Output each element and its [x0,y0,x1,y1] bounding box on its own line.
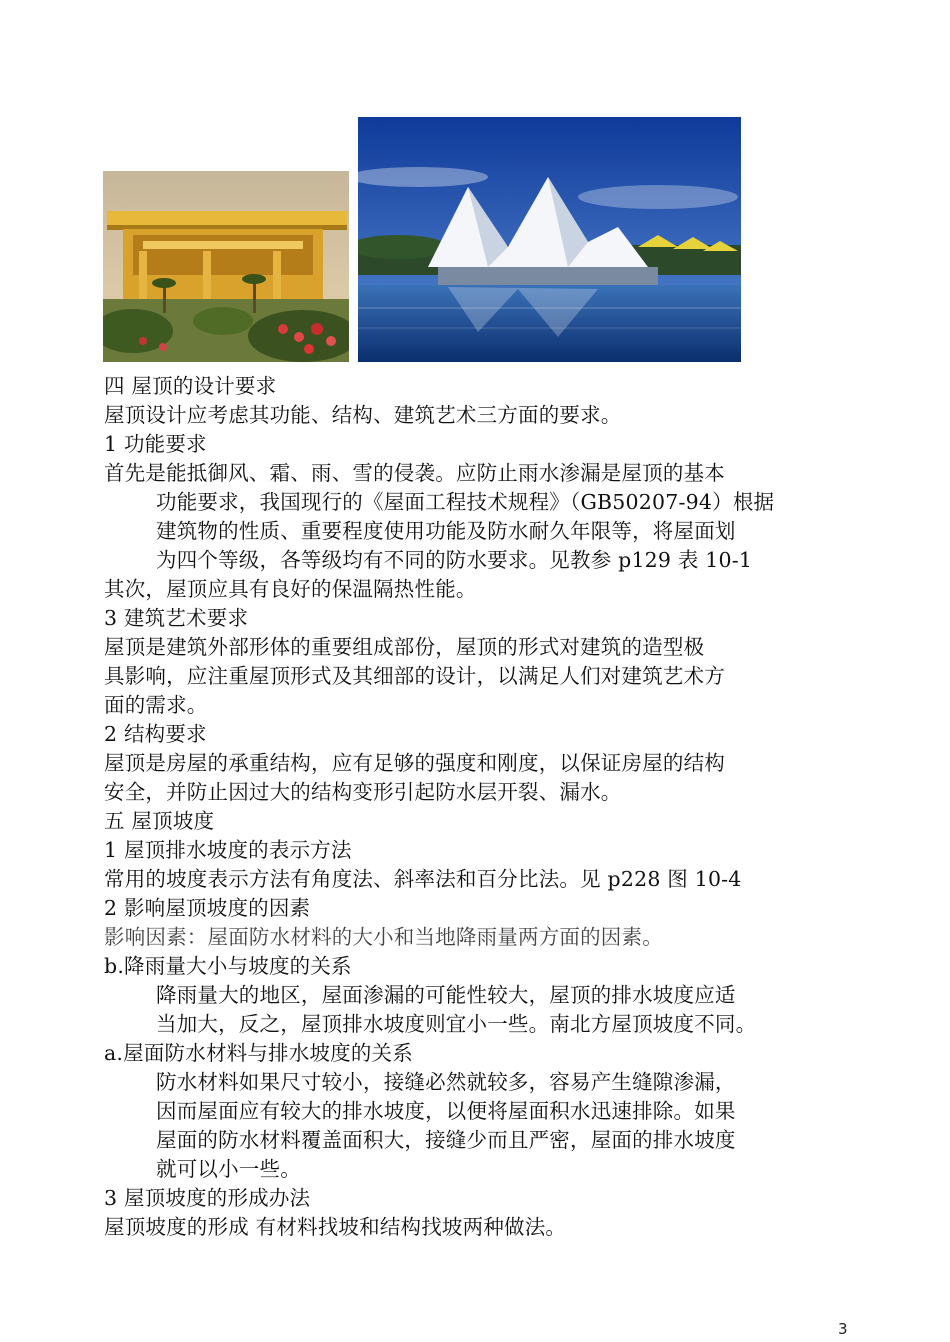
text-line: 四 屋顶的设计要求 [104,374,277,398]
text-line: 屋顶设计应考虑其功能、结构、建筑艺术三方面的要求。 [104,403,622,427]
text-line: 2 结构要求 [104,722,207,746]
text-line: 屋面的防水材料覆盖面积大，接缝少而且严密，屋面的排水坡度 [156,1128,736,1152]
text-line: 为四个等级，各等级均有不同的防水要求。见教参 p129 表 10-1 [156,548,753,572]
building-photo-illustration [103,171,349,362]
text-line: 屋顶是建筑外部形体的重要组成部份，屋顶的形式对建筑的造型极 [104,635,705,659]
text-line: 影响因素：屋面防水材料的大小和当地降雨量两方面的因素。 [104,925,663,949]
tensile-roof-illustration [358,117,741,362]
text-line: b.降雨量大小与坡度的关系 [104,954,352,978]
text-line: 降雨量大的地区，屋面渗漏的可能性较大，屋顶的排水坡度应适 [156,983,736,1007]
text-line: 1 屋顶排水坡度的表示方法 [104,838,352,862]
text-line: 1 功能要求 [104,432,207,456]
text-line: 功能要求，我国现行的《屋面工程技术规程》（GB50207-94）根据 [156,490,775,514]
text-line: 具影响，应注重屋顶形式及其细部的设计，以满足人们对建筑艺术方 [104,664,725,688]
text-line: 面的需求。 [104,693,208,717]
text-line: 2 影响屋顶坡度的因素 [104,896,311,920]
text-line: a.屋面防水材料与排水坡度的关系 [104,1041,413,1065]
page-number: 3 [838,1320,848,1338]
text-line: 其次，屋顶应具有良好的保温隔热性能。 [104,577,477,601]
text-line: 3 建筑艺术要求 [104,606,249,630]
text-line: 屋顶是房屋的承重结构，应有足够的强度和刚度，以保证房屋的结构 [104,751,725,775]
text-line: 安全，并防止因过大的结构变形引起防水层开裂、漏水。 [104,780,622,804]
text-line: 防水材料如果尺寸较小，接缝必然就较多，容易产生缝隙渗漏， [156,1070,736,1094]
photo-tensile-roof [358,117,741,362]
text-line: 常用的坡度表示方法有角度法、斜率法和百分比法。见 p228 图 10-4 [104,867,742,891]
document-body [104,372,864,1242]
text-line: 五 屋顶坡度 [104,809,215,833]
text-line: 因而屋面应有较大的排水坡度，以便将屋面积水迅速排除。如果 [156,1099,736,1123]
text-line: 3 屋顶坡度的形成办法 [104,1186,311,1210]
photo-building [103,171,349,362]
text-line: 就可以小一些。 [156,1157,301,1181]
text-line: 屋顶坡度的形成 有材料找坡和结构找坡两种做法。 [104,1215,567,1239]
text-line: 建筑物的性质、重要程度使用功能及防水耐久年限等，将屋面划 [156,519,736,543]
text-line: 首先是能抵御风、霜、雨、雪的侵袭。应防止雨水渗漏是屋顶的基本 [104,461,725,485]
text-line: 当加大，反之，屋顶排水坡度则宜小一些。南北方屋顶坡度不同。 [156,1012,757,1036]
